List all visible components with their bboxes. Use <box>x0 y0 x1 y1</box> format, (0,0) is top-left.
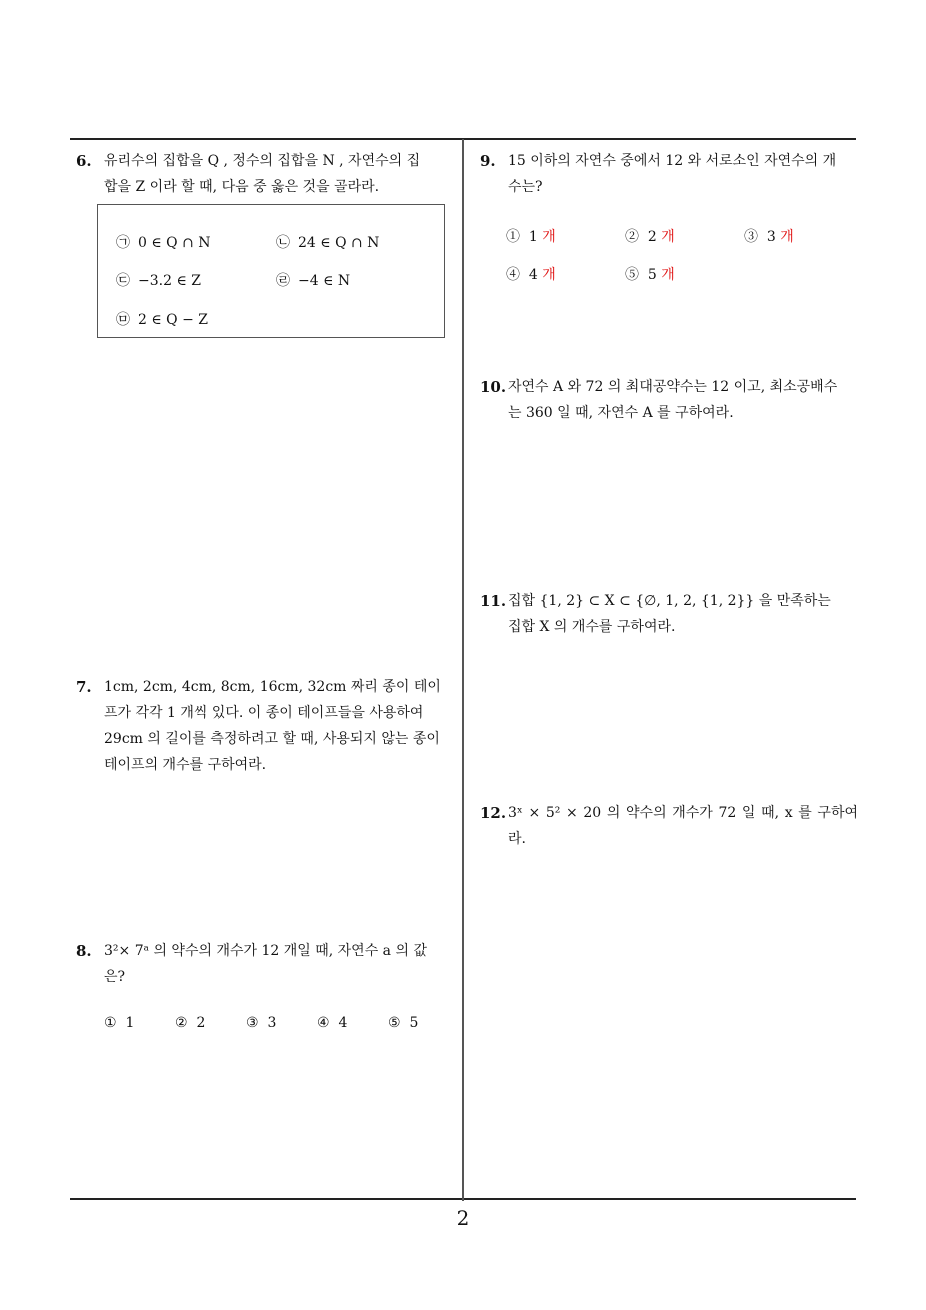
statement-expr: −4 ∈ N <box>298 273 351 289</box>
statement-item[interactable] <box>276 232 379 252</box>
question-line: 은? <box>104 969 126 985</box>
question-line: 합을 Z 이라 할 때, 다음 중 옳은 것을 골라라. <box>104 179 380 195</box>
choice-value: 5 <box>647 267 657 283</box>
question-line: 3ˣ × 5² × 20 의 약수의 개수가 72 일 때, x 를 구하여라. <box>508 805 858 847</box>
choice-mark: ② <box>625 229 639 245</box>
question-line: 집합 X 의 개수를 구하여라. <box>508 619 676 635</box>
question-12 <box>480 800 858 852</box>
choice-value: 5 <box>409 1015 419 1031</box>
question-line: 테이프의 개수를 구하여라. <box>104 757 267 773</box>
choice-mark: ② <box>175 1015 188 1031</box>
question-6 <box>76 148 456 200</box>
statement-expr: 0 ∈ Q ∩ N <box>138 235 211 251</box>
choice-value: 1 <box>528 229 538 245</box>
statement-mark: ㉡ <box>276 235 290 251</box>
question-text <box>104 674 456 778</box>
question-number: 11. <box>480 592 507 610</box>
statement-mark: ㉢ <box>116 273 130 289</box>
choice-unit: 개 <box>661 267 675 283</box>
choice-value: 2 <box>196 1015 206 1031</box>
choice-unit: 개 <box>542 229 556 245</box>
statement-item[interactable] <box>276 270 350 290</box>
question-line: 는 360 일 때, 자연수 A 를 구하여라. <box>508 405 734 421</box>
statement-mark: ㉣ <box>276 273 290 289</box>
page-number: 2 <box>456 1206 470 1230</box>
choice-value: 3 <box>267 1015 277 1031</box>
statement-box <box>97 204 445 338</box>
choice-unit: 개 <box>661 229 675 245</box>
statement-expr: 24 ∈ Q ∩ N <box>298 235 380 251</box>
statement-item[interactable] <box>116 309 208 329</box>
question-line: 수는? <box>508 179 543 195</box>
answer-choice-4[interactable] <box>317 1015 347 1031</box>
question-number: 7. <box>76 678 92 696</box>
choice-mark: ⑤ <box>388 1015 401 1031</box>
statement-item[interactable] <box>116 232 211 252</box>
choice-value: 4 <box>528 267 538 283</box>
choice-value: 3 <box>766 229 776 245</box>
answer-choices <box>104 1015 444 1035</box>
choice-mark: ① <box>506 229 520 245</box>
question-line: 29cm 의 길이를 측정하려고 할 때, 사용되지 않는 종이 <box>104 731 440 747</box>
question-text <box>508 588 858 640</box>
question-text <box>104 938 456 990</box>
choice-mark: ⑤ <box>625 267 639 283</box>
question-number: 9. <box>480 152 496 170</box>
question-number: 6. <box>76 152 92 170</box>
choice-mark: ④ <box>506 267 520 283</box>
answer-choice-1[interactable] <box>506 226 556 246</box>
question-line: 집합 {1, 2} ⊂ X ⊂ {∅, 1, 2, {1, 2}} 을 만족하는 <box>508 593 831 609</box>
choice-unit: 개 <box>542 267 556 283</box>
statement-mark: ㉠ <box>116 235 130 251</box>
question-line: 3²× 7ᵃ 의 약수의 개수가 12 개일 때, 자연수 a 의 값 <box>104 943 427 959</box>
answer-choice-1[interactable] <box>104 1015 134 1031</box>
answer-choices <box>506 226 856 286</box>
question-line: 유리수의 집합을 Q , 정수의 집합을 N , 자연수의 집 <box>104 153 421 169</box>
answer-choice-2[interactable] <box>625 226 675 246</box>
answer-choice-3[interactable] <box>744 226 794 246</box>
choice-unit: 개 <box>780 229 794 245</box>
answer-choice-2[interactable] <box>175 1015 205 1031</box>
statement-expr: −3.2 ∈ Z <box>138 273 201 289</box>
question-line: 1cm, 2cm, 4cm, 8cm, 16cm, 32cm 짜리 종이 테이 <box>104 679 441 695</box>
question-7 <box>76 674 456 778</box>
statement-mark: ㉤ <box>116 312 130 328</box>
choice-value: 4 <box>338 1015 348 1031</box>
choice-mark: ① <box>104 1015 117 1031</box>
statement-expr: 2 ∈ Q − Z <box>138 312 209 328</box>
answer-choice-3[interactable] <box>246 1015 276 1031</box>
choice-value: 1 <box>125 1015 135 1031</box>
choice-mark: ③ <box>246 1015 259 1031</box>
answer-choice-5[interactable] <box>625 264 675 284</box>
answer-choice-4[interactable] <box>506 264 556 284</box>
answer-choice-5[interactable] <box>388 1015 418 1031</box>
question-line: 프가 각각 1 개씩 있다. 이 종이 테이프들을 사용하여 <box>104 705 424 721</box>
question-text <box>508 148 858 200</box>
question-line: 15 이하의 자연수 중에서 12 와 서로소인 자연수의 개 <box>508 153 837 169</box>
question-number: 12. <box>480 804 507 822</box>
question-number: 8. <box>76 942 92 960</box>
question-text <box>508 374 858 426</box>
question-line: 자연수 A 와 72 의 최대공약수는 12 이고, 최소공배수 <box>508 379 838 395</box>
choice-mark: ④ <box>317 1015 330 1031</box>
question-text <box>508 800 858 852</box>
statement-item[interactable] <box>116 270 201 290</box>
question-9 <box>480 148 858 200</box>
question-8 <box>76 938 456 990</box>
column-divider <box>462 139 464 1201</box>
question-10 <box>480 374 858 426</box>
question-text <box>104 148 456 200</box>
question-number: 10. <box>480 378 507 396</box>
choice-mark: ③ <box>744 229 758 245</box>
choice-value: 2 <box>647 229 657 245</box>
question-11 <box>480 588 858 640</box>
